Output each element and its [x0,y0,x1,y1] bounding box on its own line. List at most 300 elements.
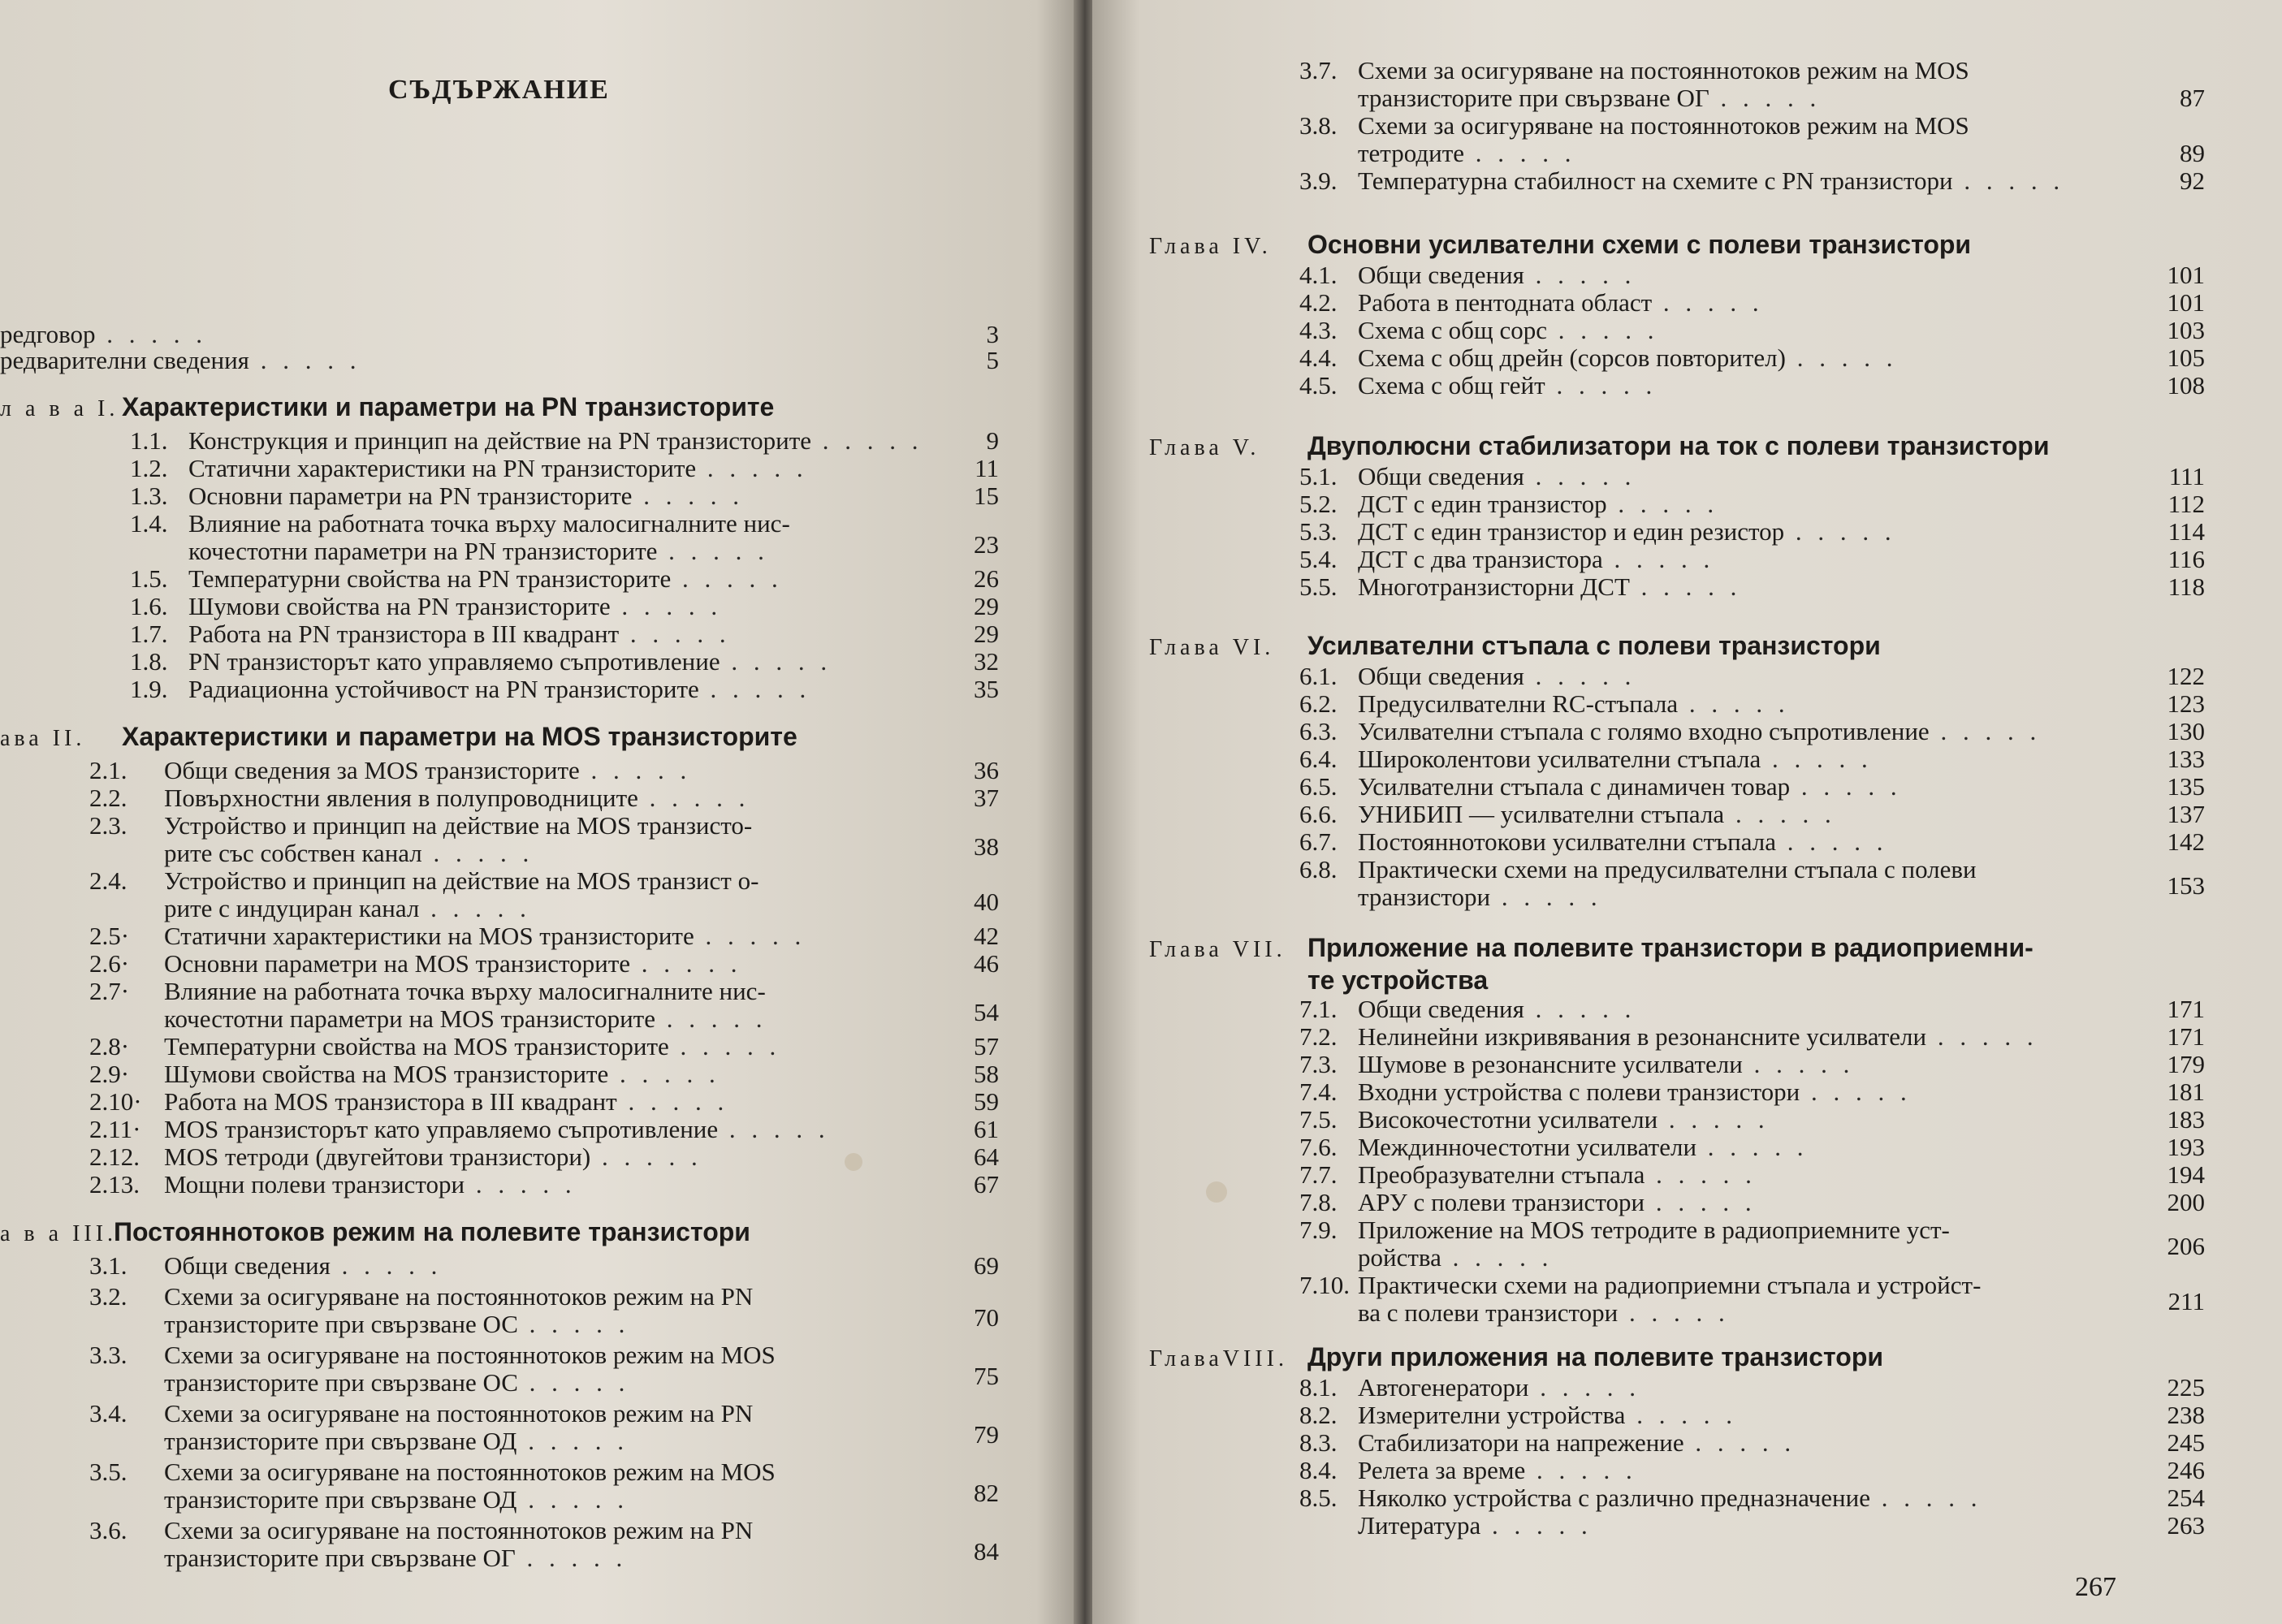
page-ref: 11 [975,454,999,482]
toc-entry-line [1299,828,1888,856]
page-ref: 57 [974,1032,999,1060]
entry-title: Приложение на MOS тетродите в радиоприемните уст- [1358,1216,1950,1244]
toc-entry-line [89,1341,776,1369]
entry-title: Мощни полеви транзистори [164,1170,465,1199]
entry-title: Температурни свойства на MOS транзисторите [164,1032,669,1060]
toc-entry-line [130,538,769,565]
leader-dots: . . . . . [1464,139,1576,167]
toc-entry-line [1299,883,1602,911]
page-ref: 40 [974,888,999,916]
entry-title: Многотранзисторни ДСТ [1358,572,1630,601]
toc-entry-line [89,812,752,840]
entry-title: MOS тетроди (двугейтови транзистори) [164,1142,591,1171]
chapter-title: Основни усилвателни схеми с полеви транзистори [1307,230,1972,259]
leader-dots: . . . . . [1678,689,1790,718]
page-ref: 87 [2180,84,2205,112]
leader-dots: . . . . . [579,756,692,784]
leader-dots: . . . . . [1523,995,1636,1023]
entry-title: Влияние на работната точка върху малосигналните нис- [164,977,766,1005]
section-number: 8.5. [1299,1484,1338,1512]
entry-title: Високочестотни усилватели [1358,1105,1658,1134]
entry-title: ройства [1358,1243,1441,1272]
toc-entry-line [89,1088,728,1116]
page-ref: 64 [974,1142,999,1171]
page-ref: 183 [2167,1105,2205,1134]
entry-title: Схеми за осигуряване на постояннотоков режим на MOS [1358,111,1969,140]
toc-entry-line [130,676,810,703]
toc-entry-line [1299,1106,1770,1134]
entry-title: ДСТ с един транзистор [1358,490,1607,518]
toc-entry-line [1299,745,1873,773]
toc-entry-line [89,1060,720,1088]
page-ref: 9 [986,426,999,455]
leader-dots: . . . . . [1523,462,1636,490]
toc-entry-line [130,620,731,648]
chapter-title: Двуполюсни стабилизатори на ток с полеви транзистори [1307,431,2050,460]
page-ref: 153 [2167,871,2205,900]
leader-dots: . . . . . [1869,1484,1982,1512]
leader-dots: . . . . . [655,1004,767,1033]
chapter-heading [0,391,774,428]
leader-dots: . . . . . [515,1544,628,1572]
leader-dots: . . . . . [1490,883,1602,911]
section-number: 6.1. [1299,662,1338,690]
toc-entry-line [1299,1023,2038,1051]
chapter-label: Глава IV. [1149,234,1272,259]
page-ref: 29 [974,620,999,648]
section-number: 3.5. [89,1458,127,1486]
entry-title: Общи сведения за MOS транзисторите [164,756,580,784]
leader-dots: . . . . . [249,346,361,374]
section-number: 5.3. [1299,517,1338,546]
toc-entry-line [89,978,766,1005]
entry-title: Работа на MOS транзистора в III квадрант [164,1087,617,1116]
leader-dots: . . . . . [1742,1050,1855,1078]
leader-dots: . . . . . [1724,800,1836,828]
entry-title: PN транзисторът като управляемо съпротивление [188,647,720,676]
toc-entry-line [1299,856,1977,883]
entry-title: Усилвателни стъпала с голямо входно съпротивление [1358,717,1930,745]
toc-entry-line [89,1369,629,1397]
entry-title: Общи сведения [164,1251,331,1280]
page-ref: 103 [2167,316,2205,344]
toc-entry-line [0,321,207,348]
page-ref: 137 [2167,800,2205,828]
entry-title: Няколко устройства с различно предназначение [1358,1484,1870,1512]
leader-dots: . . . . . [95,320,207,348]
leader-dots: . . . . . [465,1170,577,1199]
toc-entry-line [89,840,534,867]
leader-dots: . . . . . [516,1427,629,1455]
leader-dots: . . . . . [517,1310,630,1338]
leader-dots: . . . . . [1618,1298,1730,1327]
section-number: 7.10. [1299,1271,1350,1299]
leader-dots: . . . . . [1480,1511,1593,1540]
section-number: 2.9· [89,1060,130,1088]
page-ref: 70 [974,1303,999,1332]
leader-dots: . . . . . [1547,316,1659,344]
entry-title: Общи сведения [1358,261,1524,289]
leader-dots: . . . . . [517,1368,630,1397]
toc-entry-line [1299,140,1576,167]
section-number: 7.9. [1299,1216,1338,1244]
page-ref: 42 [974,922,999,950]
leader-dots: . . . . . [696,454,808,482]
toc-entry-line [1299,372,1657,400]
leader-dots: . . . . . [1528,1373,1640,1402]
toc-entry-line [1299,1161,1757,1189]
section-number: 5.5. [1299,572,1338,601]
page-ref: 116 [2167,545,2205,573]
entry-title: Схеми за осигуряване на постояннотоков режим на PN [164,1282,754,1311]
page-ref: 130 [2167,717,2205,745]
page-ref: 238 [2167,1401,2205,1429]
entry-title: Релета за време [1358,1456,1526,1484]
page-ref: 75 [974,1362,999,1390]
entry-title: Работа в пентодната област [1358,288,1653,317]
page-ref: 84 [974,1537,999,1566]
entry-title: тетродите [1358,139,1465,167]
leader-dots: . . . . . [1696,1133,1809,1161]
chapter-label: а в а III. [0,1221,118,1246]
section-number: 3.9. [1299,166,1338,195]
page-ref: 112 [2167,490,2205,518]
leader-dots: . . . . . [637,784,750,812]
leader-dots: . . . . . [632,482,744,510]
paper-stain [845,1153,862,1171]
leader-dots: . . . . . [619,620,731,648]
toc-entry-line [1299,573,1741,601]
section-number: 2.12. [89,1142,140,1171]
toc-entry-line [1299,261,1636,289]
entry-title: Устройство и принцип на действие на MOS транзисто- [164,811,753,840]
leader-dots: . . . . . [590,1142,702,1171]
page-ref: 79 [974,1420,999,1449]
entry-title: транзистори [1358,883,1491,911]
section-number: 2.6· [89,949,130,978]
leader-dots: . . . . . [630,949,742,978]
chapter-label: ГлаваVIII. [1149,1346,1288,1371]
section-number: 6.3. [1299,717,1338,745]
page-ref: 89 [2180,139,2205,167]
toc-entry-line [130,482,744,510]
section-number: 4.4. [1299,343,1338,372]
entry-title: Усилвателни стъпала с динамичен товар [1358,772,1791,801]
page-ref: 37 [974,784,999,812]
toc-entry-line [130,565,783,593]
page-ref: 101 [2167,288,2205,317]
page-ref: 193 [2167,1133,2205,1161]
leader-dots: . . . . . [1784,517,1896,546]
entry-title: Нелинейни изкривявания в резонансните усилватели [1358,1022,1927,1051]
toc-entry-line [89,1283,753,1311]
section-number: 1.6. [130,592,168,620]
entry-title: Автогенератори [1358,1373,1529,1402]
section-number: 4.1. [1299,261,1338,289]
leader-dots: . . . . . [1645,1160,1757,1189]
page-ref: 36 [974,756,999,784]
toc-entry-line [1299,317,1659,344]
entry-title: Предусилвателни RC-стъпала [1358,689,1679,718]
section-number: 4.2. [1299,288,1338,317]
toc-title: СЪДЪРЖАНИЕ [388,75,610,105]
toc-entry-line [1299,1374,1640,1402]
toc-entry-line [1299,546,1714,573]
leader-dots: . . . . . [668,1032,781,1060]
section-number: 1.2. [130,454,168,482]
entry-title: Общи сведения [1358,462,1524,490]
page-ref: 35 [974,675,999,703]
section-number: 2.11· [89,1115,141,1143]
page-ref: 171 [2167,1022,2205,1051]
entry-title: Литература [1358,1511,1481,1540]
toc-entry-line [89,1005,767,1033]
section-number: 6.6. [1299,800,1338,828]
leader-dots: . . . . . [1652,288,1764,317]
page-ref: 82 [974,1479,999,1507]
page-ref: 171 [2167,995,2205,1023]
toc-entry-line [1299,490,1718,518]
page-ref: 59 [974,1087,999,1116]
toc-entry-line [89,1544,627,1572]
section-number: 3.8. [1299,111,1338,140]
leader-dots: . . . . . [1926,1022,2038,1051]
toc-entry-line [1299,344,1897,372]
entry-title: Входни устройства с полеви транзистори [1358,1078,1800,1106]
entry-title: транзисторите при свързване ОД [164,1427,517,1455]
leader-dots: . . . . . [657,537,769,565]
section-number: 8.1. [1299,1373,1338,1402]
toc-entry-line [130,648,832,676]
page-ref: 101 [2167,261,2205,289]
entry-title: кочестотни параметри на PN транзисторите [188,537,658,565]
section-number: 6.2. [1299,689,1338,718]
toc-entry-line [1299,167,2064,195]
toc-entry-line [89,784,750,812]
section-number: 4.3. [1299,316,1338,344]
page-ref: 111 [2168,462,2205,490]
page-ref: 29 [974,592,999,620]
section-number: 6.4. [1299,745,1338,773]
leader-dots: . . . . . [1523,261,1636,289]
page-ref: 46 [974,949,999,978]
toc-entry-line [1299,1189,1757,1216]
chapter-title: Приложение на полевите транзистори в радиоприемни- [1307,933,2033,962]
toc-entry-line [1299,663,1636,690]
section-number: 7.4. [1299,1078,1338,1106]
page-ref: 67 [974,1170,999,1199]
toc-entry-line [1299,112,1969,140]
chapter-title: те устройства [1307,965,1489,995]
section-number: 7.7. [1299,1160,1338,1189]
entry-title: Шумове в резонансните усилватели [1358,1050,1743,1078]
toc-entry-line [89,867,759,895]
page-ref: 108 [2167,371,2205,400]
section-number: 1.3. [130,482,168,510]
paper-stain [1206,1181,1227,1203]
page-ref: 26 [974,564,999,593]
leader-dots: . . . . . [1790,772,1902,801]
section-number: 8.3. [1299,1428,1338,1457]
toc-entry-line [1299,1078,1912,1106]
page-ref: 5 [986,346,999,374]
leader-dots: . . . . . [1785,343,1898,372]
toc-entry-line [1299,718,2041,745]
page-ref: 123 [2167,689,2205,718]
chapter-title: Постояннотоков режим на полевите транзистори [114,1217,750,1246]
leader-dots: . . . . . [1645,1188,1757,1216]
leader-dots: . . . . . [1545,371,1657,400]
leader-dots: . . . . . [1523,662,1636,690]
leader-dots: . . . . . [1657,1105,1770,1134]
leader-dots: . . . . . [720,647,832,676]
entry-title: Статични характеристики на PN транзисторите [188,454,697,482]
section-number: 5.2. [1299,490,1338,518]
toc-entry-line [89,1458,776,1486]
toc-entry-line [1299,1134,1809,1161]
section-number: 3.1. [89,1251,127,1280]
page-ref: 61 [974,1115,999,1143]
entry-title: ва с полеви транзистори [1358,1298,1619,1327]
toc-entry-line [1299,996,1636,1023]
page-ref: 194 [2167,1160,2205,1189]
right-page [1092,0,2282,1624]
toc-entry-line [1299,1429,1796,1457]
leader-dots: . . . . . [330,1251,443,1280]
toc-entry-line [89,1143,702,1171]
chapter-label: Глава VI. [1149,635,1275,660]
section-number: 6.5. [1299,772,1338,801]
left-page [0,0,1080,1624]
section-number: 7.1. [1299,995,1338,1023]
entry-title: Основни параметри на MOS транзисторите [164,949,630,978]
entry-title: Основни параметри на PN транзисторите [188,482,633,510]
section-number: 2.1. [89,756,127,784]
toc-entry-line [130,427,923,455]
toc-entry-line [89,1252,442,1280]
page-ref: 118 [2167,572,2205,601]
toc-entry-line [0,347,361,374]
toc-entry-line [130,593,722,620]
page-ref: 69 [974,1251,999,1280]
entry-title: Конструкция и принцип на действие на PN транзисторите [188,426,812,455]
toc-entry-line [1299,289,1764,317]
toc-entry-line [1299,518,1896,546]
toc-entry-line [1299,1457,1637,1484]
entry-title: редварителни сведения [0,346,249,374]
page-ref: 38 [974,832,999,861]
toc-entry-line [89,1311,629,1338]
toc-entry-line [1299,84,1821,112]
page-ref: 114 [2167,517,2205,546]
entry-title: Шумови свойства на PN транзисторите [188,592,611,620]
page-ref: 15 [974,482,999,510]
entry-title: MOS транзисторът като управляемо съпротивление [164,1115,719,1143]
toc-entry-line [89,922,806,950]
section-number: 3.6. [89,1516,127,1544]
toc-entry-line [89,1171,577,1199]
entry-title: Повърхностни явления в полупроводниците [164,784,638,812]
entry-title: Измерителни устройства [1358,1401,1626,1429]
section-number: 1.4. [130,509,168,538]
section-number: 2.5· [89,922,130,950]
leader-dots: . . . . . [698,675,811,703]
toc-entry-line [1299,1512,1593,1540]
section-number: 2.13. [89,1170,140,1199]
toc-entry-line [89,1116,830,1143]
leader-dots: . . . . . [1776,827,1888,856]
entry-title: Схеми за осигуряване на постояннотоков режим на MOS [164,1458,776,1486]
entry-title: Схеми за осигуряване на постояннотоков режим на PN [164,1516,754,1544]
section-number: 2.7· [89,977,130,1005]
chapter-title: Характеристики и параметри на MOS транзисторите [122,722,797,751]
leader-dots: . . . . . [1929,717,2042,745]
entry-title: УНИБИП — усилвателни стъпала [1358,800,1725,828]
leader-dots: . . . . . [1952,166,2065,195]
section-number: 2.2. [89,784,127,812]
page-ref: 245 [2167,1428,2205,1457]
toc-entry-line [1299,57,1969,84]
section-number: 3.7. [1299,56,1338,84]
section-number: 1.7. [130,620,168,648]
section-number: 5.4. [1299,545,1338,573]
toc-entry-line [1299,463,1636,490]
toc-entry-line [89,757,691,784]
entry-title: транзисторите при свързване ОГ [1358,84,1709,112]
leader-dots: . . . . . [671,564,783,593]
leader-dots: . . . . . [516,1485,629,1514]
toc-entry-line [89,950,742,978]
section-number: 1.9. [130,675,168,703]
page-ref: 133 [2167,745,2205,773]
page-ref: 206 [2167,1232,2205,1260]
chapter-title: Характеристики и параметри на PN транзисторите [122,392,775,421]
leader-dots: . . . . . [610,592,723,620]
section-number: 1.1. [130,426,168,455]
leader-dots: . . . . . [1761,745,1873,773]
entry-title: Междинночестотни усилватели [1358,1133,1697,1161]
leader-dots: . . . . . [616,1087,729,1116]
entry-title: Радиационна устойчивост на PN транзисторите [188,675,699,703]
entry-title: Температурни свойства на PN транзисторите [188,564,672,593]
section-number: 4.5. [1299,371,1338,400]
page-ref: 32 [974,647,999,676]
leader-dots: . . . . . [1683,1428,1796,1457]
leader-dots: . . . . . [811,426,923,455]
entry-title: Температурна стабилност на схемите с PN транзистори [1358,166,1953,195]
entry-title: транзисторите при свързване ОС [164,1368,518,1397]
section-number: 2.4. [89,866,127,895]
section-number: 7.2. [1299,1022,1338,1051]
page-ref: 135 [2167,772,2205,801]
entry-title: Влияние на работната точка върху малосигналните нис- [188,509,790,538]
chapter-heading [0,1216,750,1253]
page-ref: 225 [2167,1373,2205,1402]
entry-title: транзисторите при свързване ОД [164,1485,517,1514]
entry-title: Схема с общ дрейн (сорсов повторител) [1358,343,1786,372]
section-number: 2.3. [89,811,127,840]
chapter-heading [0,721,797,758]
section-number: 3.2. [89,1282,127,1311]
section-number: 7.8. [1299,1188,1338,1216]
toc-entry-line [89,1427,629,1455]
entry-title: редговор [0,320,96,348]
toc-entry-line [1299,801,1836,828]
entry-title: Схеми за осигуряване на постояннотоков режим на PN [164,1399,754,1427]
leader-dots: . . . . . [1525,1456,1637,1484]
leader-dots: . . . . . [1625,1401,1737,1429]
chapter-label: ава II. [0,726,86,751]
